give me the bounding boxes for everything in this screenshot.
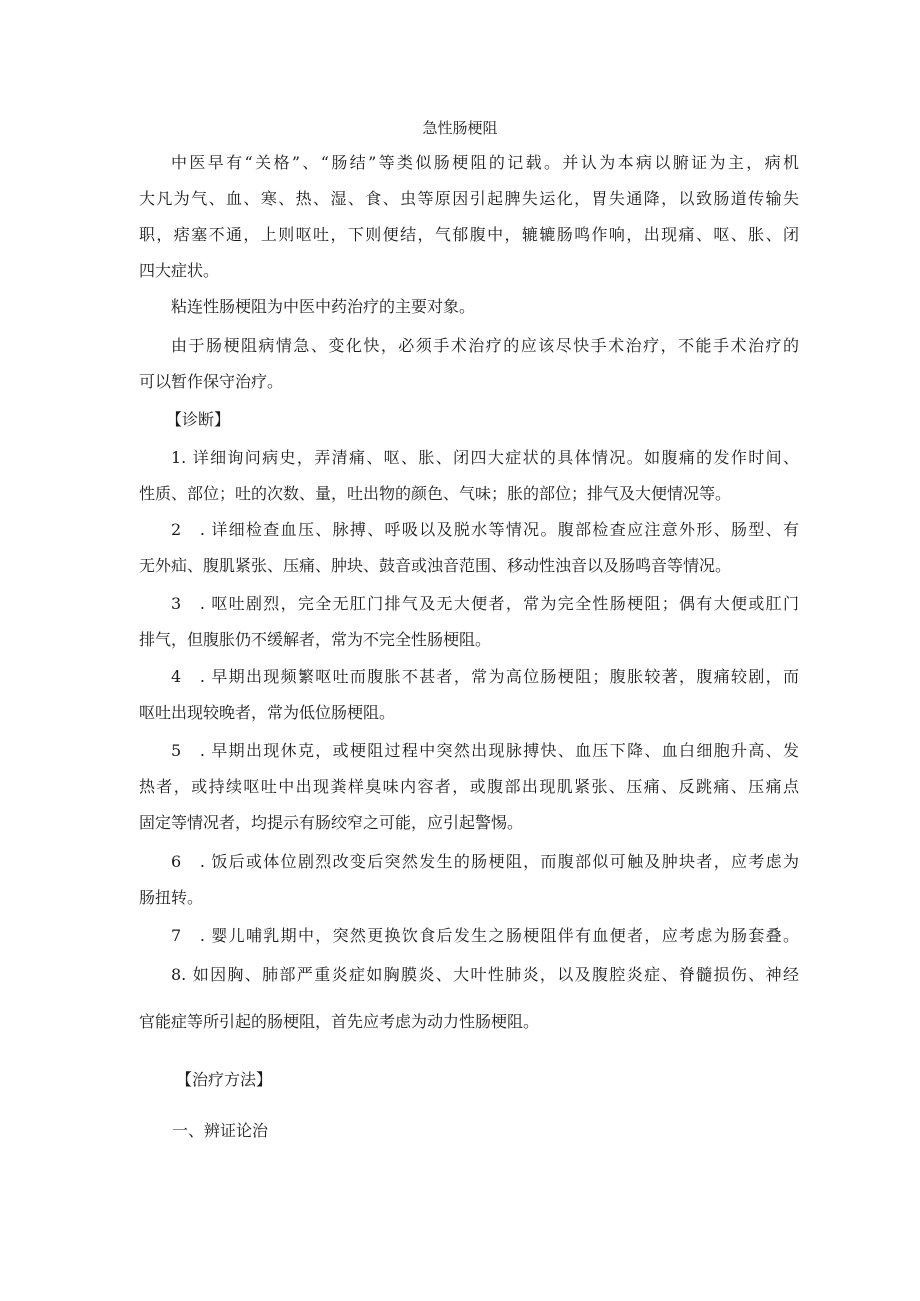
diagnosis-item-3-line-1: 3 . 呕吐剧烈，完全无肛门排气及无大便者，常为完全性肠梗阻；偶有大便或肛门: [171, 594, 799, 613]
intro-paragraph-line-4: 四大症状。: [139, 261, 220, 280]
diagnosis-item-5-line-3: 固定等情况者，均提示有肠绞窄之可能，应引起警惕。: [139, 813, 524, 832]
intro-paragraph-line-1: 中医早有“关格”、“肠结”等类似肠梗阻的记载。并认为本病以腑证为主，病机: [171, 153, 799, 172]
treatment-heading: 【治疗方法】: [176, 1070, 273, 1089]
diagnosis-item-6-line-2: 肠扭转。: [139, 888, 204, 907]
intro-paragraph-line-2: 大凡为气、血、寒、热、湿、食、虫等原因引起脾失运化，胃失通降，以致肠道传输失: [139, 189, 799, 208]
paragraph-surgery-line-1: 由于肠梗阻病情急、变化快，必须手术治疗的应该尽快手术治疗，不能手术治疗的: [171, 336, 799, 355]
paragraph-adhesive: 粘连性肠梗阻为中医中药治疗的主要对象。: [171, 297, 476, 316]
diagnosis-item-7: 7 . 婴儿哺乳期中，突然更换饮食后发生之肠梗阻伴有血便者，应考虑为肠套叠。: [171, 926, 799, 945]
diagnosis-item-2-line-1: 2 . 详细检查血压、脉搏、呼吸以及脱水等情况。腹部检查应注意外形、肠型、有: [171, 520, 799, 539]
page-title: 急性肠梗阻: [422, 119, 498, 137]
diagnosis-item-1-line-1: 1. 详细询问病史，弄清痛、呕、胀、闭四大症状的具体情况。如腹痛的发作时间、: [171, 448, 799, 467]
diagnosis-item-5-line-2: 热者，或持续呕吐中出现粪样臭味内容者，或腹部出现肌紧张、压痛、反跳痛、压痛点: [139, 777, 799, 796]
diagnosis-item-2-line-2: 无外疝、腹肌紧张、压痛、肿块、鼓音或浊音范围、移动性浊音以及肠鸣音等情况。: [139, 556, 732, 575]
diagnosis-item-6-line-1: 6 . 饭后或体位剧烈改变后突然发生的肠梗阻，而腹部似可触及肿块者，应考虑为: [171, 852, 799, 871]
diagnosis-item-8-line-1: 8. 如因胸、肺部严重炎症如胸膜炎、大叶性肺炎，以及腹腔炎症、脊髓损伤、神经: [171, 965, 799, 984]
diagnosis-item-8-line-2: 官能症等所引起的肠梗阻，首先应考虑为动力性肠梗阻。: [139, 1012, 540, 1031]
diagnosis-item-4-line-1: 4 . 早期出现频繁呕吐而腹胀不甚者，常为高位肠梗阻；腹胀较著，腹痛较剧，而: [171, 667, 799, 686]
treatment-subheading: 一、辨证论治: [172, 1121, 269, 1140]
diagnosis-item-4-line-2: 呕吐出现较晚者，常为低位肠梗阻。: [139, 703, 396, 722]
intro-paragraph-line-3: 职，痞塞不通，上则呕吐，下则便结，气郁腹中，辘辘肠鸣作响，出现痛、呕、胀、闭: [139, 225, 799, 244]
diagnosis-heading: 【诊断】: [166, 410, 231, 429]
diagnosis-item-1-line-2: 性质、部位；吐的次数、量，吐出物的颜色、气味；胀的部位；排气及大便情况等。: [139, 484, 732, 503]
diagnosis-item-5-line-1: 5 . 早期出现休克，或梗阻过程中突然出现脉搏快、血压下降、血白细胞升高、发: [171, 741, 799, 760]
paragraph-surgery-line-2: 可以暂作保守治疗。: [139, 372, 284, 391]
diagnosis-item-3-line-2: 排气，但腹胀仍不缓解者，常为不完全性肠梗阻。: [139, 630, 492, 649]
